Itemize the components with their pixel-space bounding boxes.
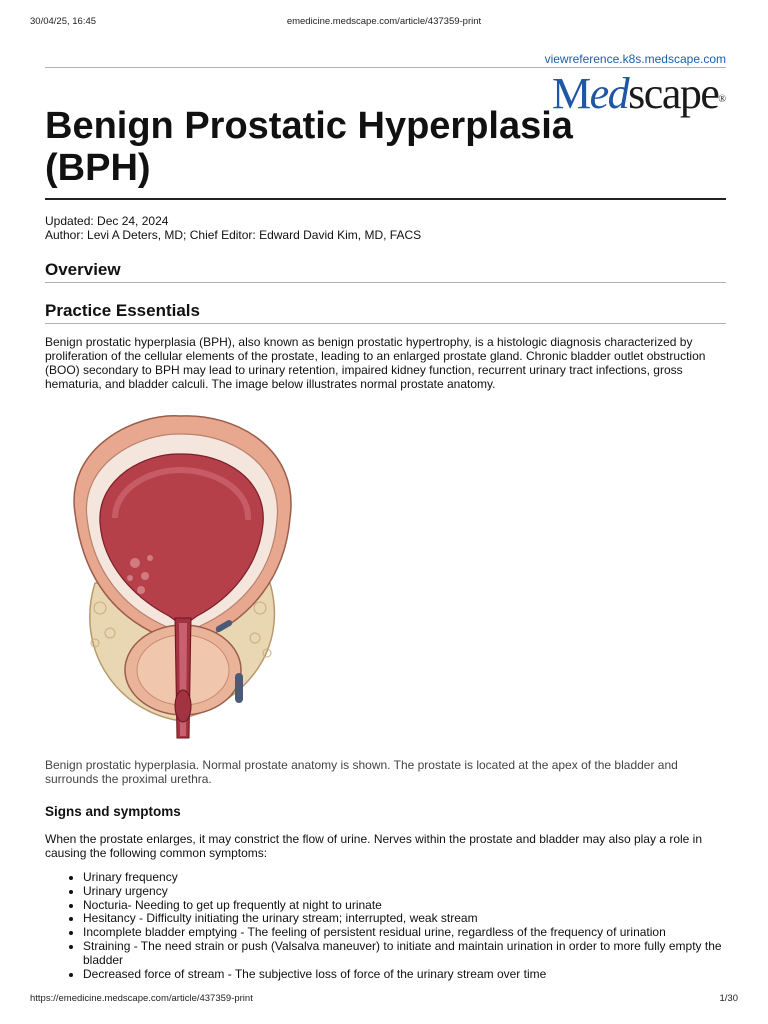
overview-divider	[45, 282, 726, 283]
title-divider	[45, 198, 726, 200]
signs-symptoms-heading: Signs and symptoms	[45, 804, 181, 819]
list-item: • Hesitancy - Difficulty initiating the urinary stream; interrupted, weak stream	[83, 912, 764, 926]
practice-essentials-heading: Practice Essentials	[45, 301, 200, 320]
medscape-logo: Medscape®	[552, 69, 726, 118]
reference-link[interactable]: viewreference.k8s.medscape.com	[544, 52, 726, 66]
list-item: • Decreased force of stream - The subjective loss of force of the urinary stream over time	[83, 968, 764, 982]
list-item: • Incomplete bladder emptying - The feeling of persistent residual urine, regardless of the frequency of urination	[83, 926, 764, 940]
page-number: 1/30	[719, 993, 738, 1004]
article-title: Benign Prostatic Hyperplasia (BPH)	[45, 105, 573, 189]
signs-paragraph: When the prostate enlarges, it may constrict the flow of urine. Nerves within the prostate and bladder may also play a role in causing the following common symptoms:	[45, 832, 702, 860]
print-date: 30/04/25, 16:45	[30, 16, 97, 27]
prostate-anatomy-illustration[interactable]	[55, 408, 305, 748]
intro-paragraph: Benign prostatic hyperplasia (BPH), also known as benign prostatic hypertrophy, is a histologic diagnosis characterized by proliferation of the cellular elements of the prostate, leading to an enlarged prostate gland. Chronic bladder outlet obstruction (BOO) secondary to BPH may lead to urinary retention, impaired kidney function, recurrent urinary tract infections, gross hematuria, and bladder calculi. The image below illustrates normal prostate anatomy.	[45, 335, 706, 391]
article-meta	[45, 214, 421, 242]
overview-heading: Overview	[45, 260, 121, 279]
print-url: emedicine.medscape.com/article/437359-print	[286, 16, 482, 27]
figure-caption: Benign prostatic hyperplasia. Normal prostate anatomy is shown. The prostate is located at the apex of the bladder and surrounds the proximal urethra.	[45, 758, 678, 786]
print-footer	[30, 993, 738, 1007]
list-item: • Urinary frequency	[83, 871, 764, 885]
author-line: Author: Levi A Deters, MD; Chief Editor: Edward David Kim, MD, FACS	[45, 228, 422, 242]
list-item: • Nocturia- Needing to get up frequently at night to urinate	[83, 899, 764, 913]
top-divider	[45, 67, 726, 68]
print-header	[30, 16, 738, 30]
footer-url: https://emedicine.medscape.com/article/437359-print	[30, 993, 253, 1004]
list-item: • Straining - The need strain or push (Valsalva maneuver) to initiate and maintain urination in order to more fully empty the bladder	[83, 940, 764, 968]
symptoms-list	[45, 871, 764, 981]
list-item: • Urinary urgency	[83, 885, 764, 899]
updated-date: Updated: Dec 24, 2024	[45, 214, 169, 228]
practice-divider	[45, 323, 726, 324]
